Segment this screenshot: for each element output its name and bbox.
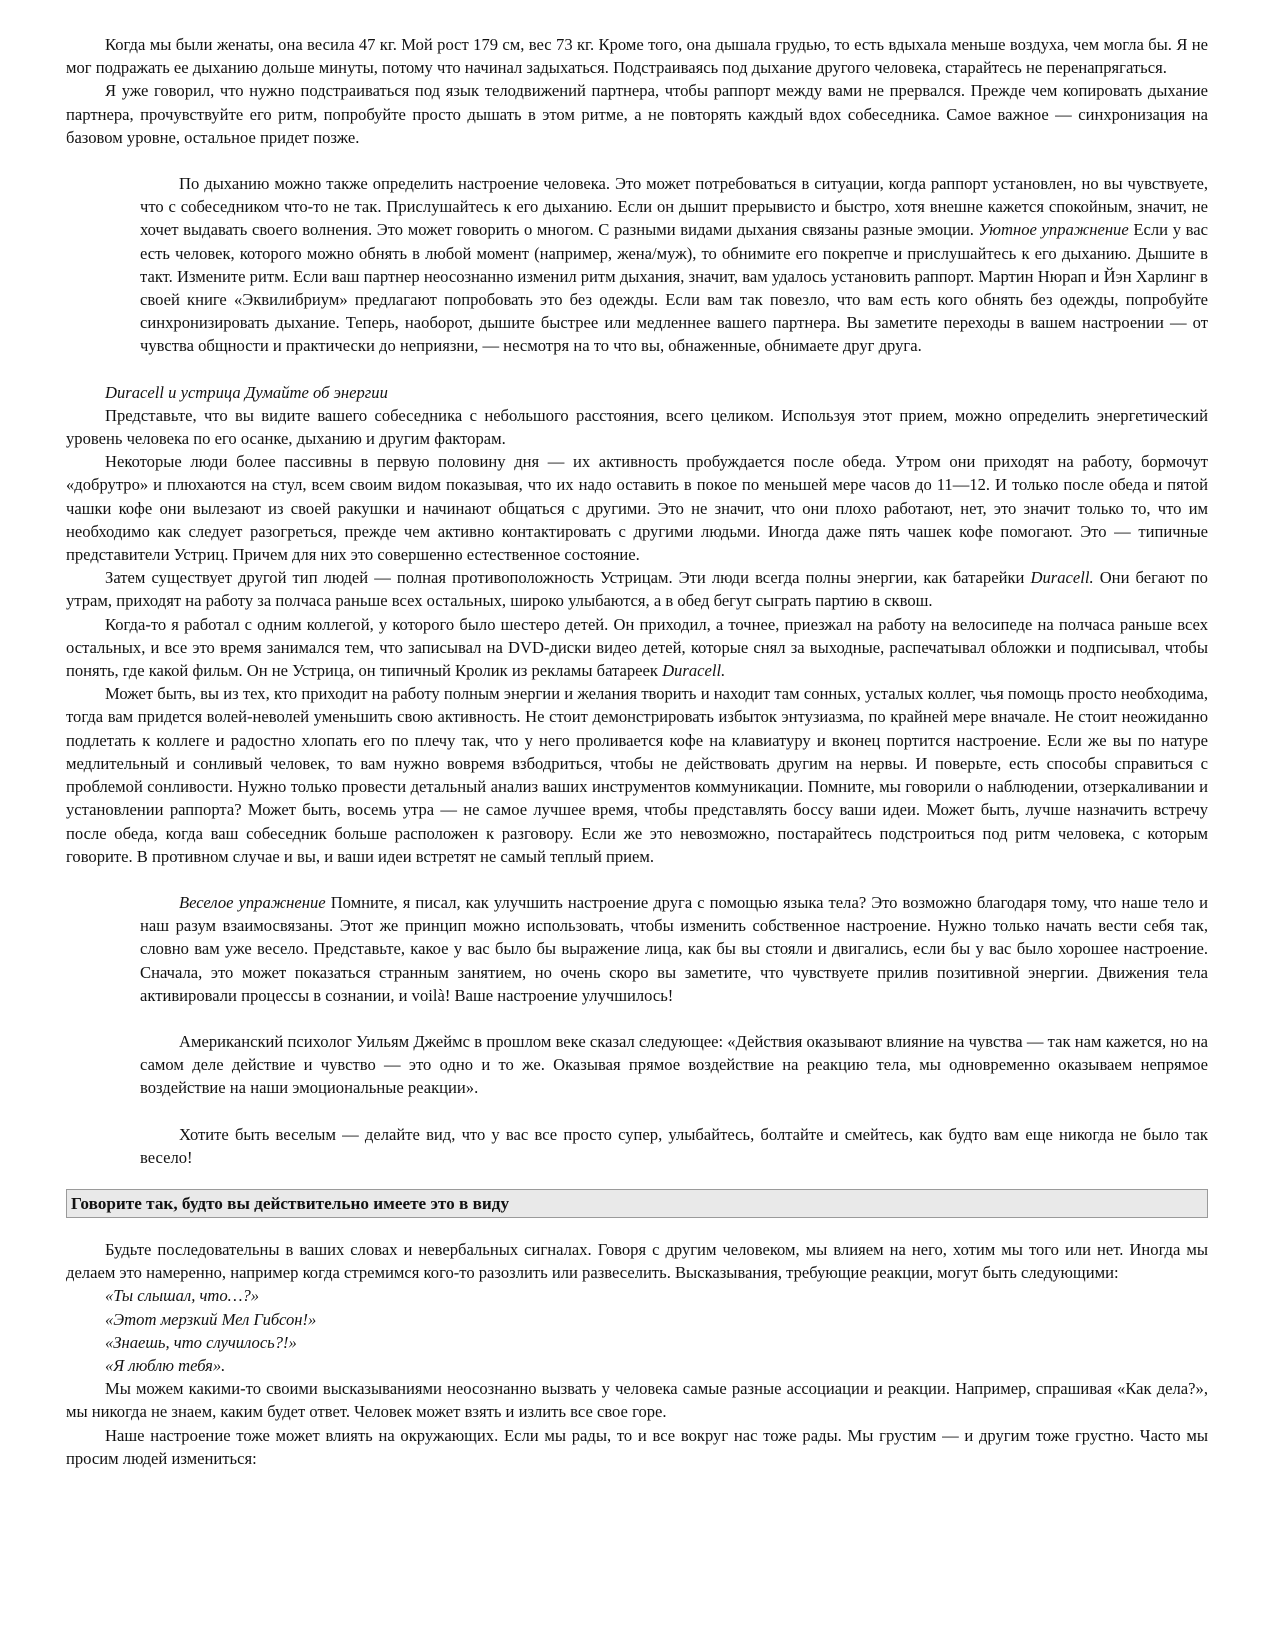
paragraph: Веселое упражнение Помните, я писал, как улучшить настроение друга с помощью языка тела? Это возможно благодаря тому, что наше тело и наш разум взаимосвязаны. Этот же принцип можно использовать, чтобы изменить собственное настроение. Нужно только начать вести себя так, словно вам уже весело. Представьте, какое у вас было бы выражение лица, как бы вы стояли и двигались, если бы у вас было хорошее настроение. Сначала, это может показаться странным занятием, но очень скоро вы заметите, что чувствуете прилив позитивной энергии. Движения тела активировали процессы в сознании, и voilà! Ваше настроение улучшилось! (140, 892, 1208, 1005)
paragraph: Представьте, что вы видите вашего собеседника с небольшого расстояния, всего целиком. Используя этот прием, можно определить энергетический уровень человека по его осанке, дыханию и другим факторам. (66, 405, 1208, 449)
exercise-label: Веселое упражнение (179, 892, 326, 912)
exercise-block-fun (140, 891, 1208, 1169)
subheading: Duracell и устрица Думайте об энергии (105, 382, 388, 402)
paragraph: Затем существует другой тип людей — полная противоположность Устрицам. Эти люди всегда полны энергии, как батарейки Duracell. Они бегают по утрам, приходят на работу за полчаса раньше всех остальных, широко улыбаются, а в обед бегут сыграть партию в сквош. (66, 568, 1208, 611)
exercise-label: Уютное упражнение (978, 220, 1129, 240)
paragraph: Некоторые люди более пассивны в первую половину дня — их активность пробуждается после обеда. Утром они приходят на работу, бормочут «добрутро» и плюхаются на стул, всем своим видом показывая, что их надо оставить в покое по меньшей мере часов до 11—12. И только после обеда и пятой чашки кофе они вылезают из своей ракушки и начинают общаться с другими. Это не значит, что они плохо работают, нет, это значит только то, что им необходимо как следует разогреться, прежде чем активно контактировать с другими людьми. Иногда даже пять чашек кофе помогают. Это — типичные представители Устриц. Причем для них это совершенно естественное состояние. (66, 452, 1208, 565)
exercise-block-cozy (140, 172, 1208, 358)
paragraph: По дыханию можно также определить настроение человека. Это может потребоваться в ситуации, когда раппорт установлен, но вы чувствуете, что с собеседником что-то не так. Прислушайтесь к его дыханию. Если он дышит прерывисто и быстро, хотя внешне кажется спокойным, значит, не хочет выдавать своего волнения. Это может говорить о многом. С разными видами дыхания связаны разные эмоции. Уютное упражнение Если у вас есть человек, которого можно обнять в любой момент (например, жена/муж), то обнимите его покрепче и прислушайтесь к его дыханию. Дышите в такт. Измените ритм. Если ваш партнер неосознанно изменил ритм дыхания, значит, вам удалось установить раппорт. Мартин Нюрап и Йэн Харлинг в своей книге «Эквилибриум» предлагают попробовать это без одежды. Если вам так повезло, что вам есть кого обнять без одежды, попробуйте синхронизировать дыхание. Теперь, наоборот, дышите быстрее или медленнее вашего партнера. Вы заметите переходы в вашем настроении — от чувства общности и практически до неприязни, — несмотря на то что вы, обнаженные, обнимаете друг друга. (140, 174, 1208, 356)
paragraph: Когда-то я работал с одним коллегой, у которого было шестеро детей. Он приходил, а точнее, приезжал на работу на велосипеде на полчаса раньше всех остальных, и все это время занимался тем, что записывал на DVD-диски видео детей, которые снял за выходные, распечатывал обложки и подписывал, чтобы понять, где какой фильм. Он не Устрица, он типичный Кролик из рекламы батареек Duracell. (66, 614, 1208, 681)
example-line: «Знаешь, что случилось?!» (105, 1332, 297, 1352)
paragraph: Мы можем какими-то своими высказываниями неосознанно вызвать у человека самые разные ассоциации и реакции. Например, спрашивая «Как дела?», мы никогда не знаем, каким будет ответ. Человек может взять и излить все свое горе. (66, 1379, 1208, 1422)
example-line: «Этот мерзкий Мел Гибсон!» (105, 1309, 317, 1329)
text-column (66, 33, 1208, 1470)
paragraph: Когда мы были женаты, она весила 47 кг. Мой рост 179 см, вес 73 кг. Кроме того, она дышала грудью, то есть вдыхала меньше воздуха, чем могла бы. Я не мог подражать ее дыханию дольше минуты, потому что начинал задыхаться. Подстраиваясь под дыхание другого человека, старайтесь не перенапрягаться. (66, 35, 1208, 78)
paragraph: Будьте последовательны в ваших словах и невербальных сигналах. Говоря с другим человеком, мы влияем на него, хотим мы того или нет. Иногда мы делаем это намеренно, например когда стремимся кого-то разозлить или развеселить. Высказывания, требующие реакции, могут быть следующими: (66, 1239, 1208, 1283)
paragraph: Может быть, вы из тех, кто приходит на работу полным энергии и желания творить и находит там сонных, усталых коллег, чья помощь просто необходима, тогда вам придется волей-неволей уменьшить свою активность. Не стоит демонстрировать избыток энтузиазма, по крайней мере вначале. Не стоит неожиданно подлетать к коллеге и радостно хлопать его по плечу так, что у него проливается кофе на клавиатуру и вконец портится настроение. Если же вы по натуре медлительный и сонливый человек, то вам нужно вовремя взбодриться, чтобы не действовать другим на нервы. И поверьте, есть способы справиться с проблемой сонливости. Нужно только провести детальный анализ ваших инструментов коммуникации. Помните, мы говорили о наблюдении, отзеркаливании и установлении раппорта? Может быть, восемь утра — не самое лучшее время, чтобы представлять боссу ваши идеи. Может быть, лучше назначить встречу после обеда, когда ваш собеседник больше расположен к разговору. Если же это невозможно, постарайтесь подстроиться под ритм человека, с которым говорите. В противном случае и вы, и ваши идеи встретят не самый теплый прием. (66, 684, 1208, 866)
example-line: «Я люблю тебя». (105, 1355, 226, 1375)
paragraph: Хотите быть веселым — делайте вид, что у вас все просто супер, улыбайтесь, болтайте и смейтесь, как будто вам еще никогда не было так весело! (140, 1124, 1208, 1167)
paragraph: Американский психолог Уильям Джеймс в прошлом веке сказал следующее: «Действия оказывают влияние на чувства — так нам кажется, но на самом деле действие и чувство — это одно и то же. Оказывая прямое воздействие на реакцию тела, мы одновременно оказываем непрямое воздействие на наши эмоциональные реакции». (140, 1031, 1208, 1098)
section-heading: Говорите так, будто вы действительно имеете это в виду (66, 1189, 1208, 1218)
example-line: «Ты слышал, что…?» (105, 1286, 260, 1306)
paragraph: Я уже говорил, что нужно подстраиваться под язык телодвижений партнера, чтобы раппорт между вами не прервался. Прежде чем копировать дыхание партнера, прочувствуйте его ритм, попробуйте просто дышать в этом ритме, а не повторять каждый вдох собеседника. Самое важное — синхронизация на базовом уровне, остальное придет позже. (66, 81, 1208, 147)
paragraph: Наше настроение тоже может влиять на окружающих. Если мы рады, то и все вокруг нас тоже рады. Мы грустим — и другим тоже грустно. Часто мы просим людей измениться: (66, 1425, 1208, 1468)
